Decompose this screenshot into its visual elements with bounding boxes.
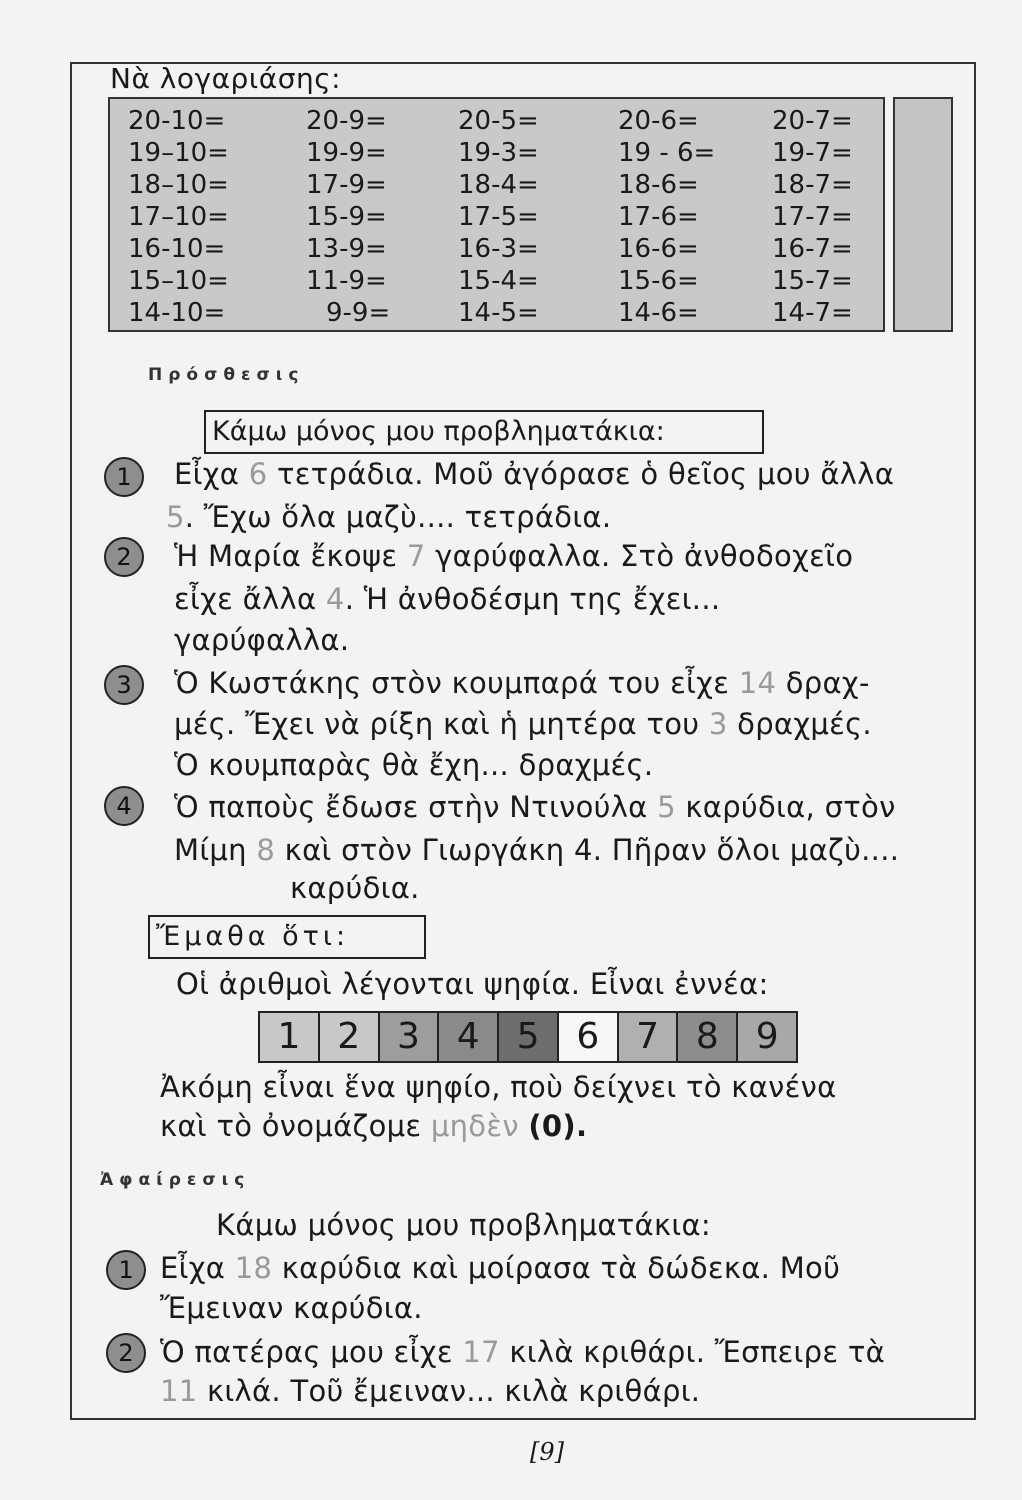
table-cell: 15-9= [306, 202, 387, 232]
problem-line: Μίμη 8 καὶ στὸν Γιωργάκη 4. Πῆραν ὅλοι μαζὺ.... [174, 833, 900, 867]
table-cell: 19-9= [306, 138, 387, 168]
digit-cell: 1 [260, 1013, 320, 1061]
table-cell: 11-9= [306, 266, 387, 296]
table-column-1 [128, 105, 229, 329]
table-cell: 15-6= [618, 266, 699, 296]
table-column-4 [618, 105, 715, 329]
digit-cell: 2 [320, 1013, 380, 1061]
table-cell: 19 - 6= [618, 138, 716, 168]
digit-cell: 3 [380, 1013, 440, 1061]
digits-intro-line: Οἱ ἀριθμοὶ λέγονται ψηφία. Εἶναι ἐννέα: [176, 967, 769, 1001]
table-cell: 20-5= [458, 106, 539, 136]
table-cell: 14-10= [128, 298, 226, 328]
table-cell: 14-5= [458, 298, 539, 328]
zero-explanation-line: Ἀκόμη εἶναι ἕνα ψηφίο, ποὺ δείχνει τὸ κανένα [160, 1070, 837, 1104]
addition-boxed-title: Κάμω μόνος μου προβληματάκια: [204, 410, 764, 454]
problem-number-badge: 1 [106, 1250, 146, 1290]
problem-line: Εἶχα 6 τετράδια. Μοῦ ἀγόρασε ὁ θεῖος μου ἄλλα [174, 457, 895, 491]
table-cell: 20-7= [772, 106, 853, 136]
table-cell: 15-4= [458, 266, 539, 296]
problem-line: μές. Ἔχει νὰ ρίξη καὶ ἡ μητέρα του 3 δραχμές. [174, 707, 872, 741]
zero-explanation-line: καὶ τὸ ὀνομάζομε μηδὲν (0). [160, 1109, 588, 1143]
digit-cell: 9 [738, 1013, 796, 1061]
answer-side-box [893, 97, 953, 332]
digit-cell: 8 [678, 1013, 738, 1061]
table-cell: 19–10= [128, 138, 229, 168]
zero-symbol: (0). [528, 1109, 588, 1143]
problem-line: 5. Ἔχω ὅλα μαζὺ.... τετράδια. [166, 500, 612, 534]
problem-line: 11 κιλά. Τοῦ ἔμειναν... κιλὰ κριθάρι. [160, 1374, 701, 1408]
problem-line: Ὁ κουμπαρὰς θὰ ἔχη... δραχμές. [174, 748, 654, 782]
page-frame-right [974, 62, 976, 1420]
table-column-5 [772, 105, 853, 329]
page-number: [9] [530, 1438, 564, 1466]
problem-line: Ἡ Μαρία ἔκοψε 7 γαρύφαλλα. Στὸ ἀνθοδοχεῖο [174, 539, 854, 573]
digit-cell: 6 [559, 1013, 619, 1061]
problem-line: Ὁ παποὺς ἔδωσε στὴν Ντινούλα 5 καρύδια, στὸν [174, 790, 896, 824]
table-cell: 14-7= [772, 298, 853, 328]
table-cell: 16-10= [128, 234, 226, 264]
table-cell: 15-7= [772, 266, 853, 296]
table-cell: 14-6= [618, 298, 699, 328]
table-cell: 18–10= [128, 170, 229, 200]
problem-line: Εἶχα 18 καρύδια καὶ μοίρασα τὰ δώδεκα. Μοῦ [160, 1251, 841, 1285]
page-frame-left [70, 62, 72, 1420]
table-column-3 [458, 105, 539, 329]
digit-strip [258, 1011, 798, 1063]
table-cell: 17-5= [458, 202, 539, 232]
table-cell: 20-10= [128, 106, 226, 136]
table-cell: 17–10= [128, 202, 229, 232]
subtraction-section-title: Ἀφαίρεσις [100, 1170, 251, 1190]
subtraction-table [108, 97, 885, 332]
table-cell: 16-3= [458, 234, 539, 264]
problem-number-badge: 4 [104, 786, 144, 826]
table-cell: 20-9= [306, 106, 387, 136]
subtraction-subtitle: Κάμω μόνος μου προβληματάκια: [216, 1208, 711, 1242]
table-cell: 16-6= [618, 234, 699, 264]
table-cell: 13-9= [306, 234, 387, 264]
problem-number-badge: 2 [104, 537, 144, 577]
problem-number-badge: 1 [104, 457, 144, 497]
table-cell: 20-6= [618, 106, 699, 136]
digit-cell: 5 [499, 1013, 559, 1061]
problem-line: εἶχε ἄλλα 4. Ἡ ἀνθοδέσμη της ἔχει... [174, 582, 721, 616]
page-frame-bottom [70, 1418, 976, 1420]
problem-line: Ὁ πατέρας μου εἶχε 17 κιλὰ κριθάρι. Ἔσπειρε τὰ [160, 1335, 886, 1369]
table-column-2 [306, 105, 390, 329]
table-cell: 19-7= [772, 138, 853, 168]
problem-line: καρύδια. [290, 871, 420, 905]
table-cell: 18-6= [618, 170, 699, 200]
digit-cell: 7 [619, 1013, 679, 1061]
exercise-heading: Νὰ λογαριάσης: [110, 62, 342, 95]
problem-line: Ὁ Κωστάκης στὸν κουμπαρά του εἶχε 14 δραχ- [174, 666, 870, 700]
problem-line: Ἔμειναν καρύδια. [160, 1291, 423, 1325]
table-cell: 18-4= [458, 170, 539, 200]
digit-cell: 4 [439, 1013, 499, 1061]
table-cell: 17-9= [306, 170, 387, 200]
table-cell: 17-7= [772, 202, 853, 232]
addition-section-title: Πρόσθεσις [148, 365, 305, 385]
table-cell: 18-7= [772, 170, 853, 200]
problem-number-badge: 2 [106, 1333, 146, 1373]
problem-number-badge: 3 [104, 665, 144, 705]
table-cell: 15–10= [128, 266, 229, 296]
table-cell: 9-9= [326, 298, 391, 328]
problem-line: γαρύφαλλα. [174, 623, 350, 657]
table-cell: 19-3= [458, 138, 539, 168]
learned-boxed-title: Ἔμαθα ὅτι: [148, 915, 426, 959]
table-cell: 16-7= [772, 234, 853, 264]
table-cell: 17-6= [618, 202, 699, 232]
